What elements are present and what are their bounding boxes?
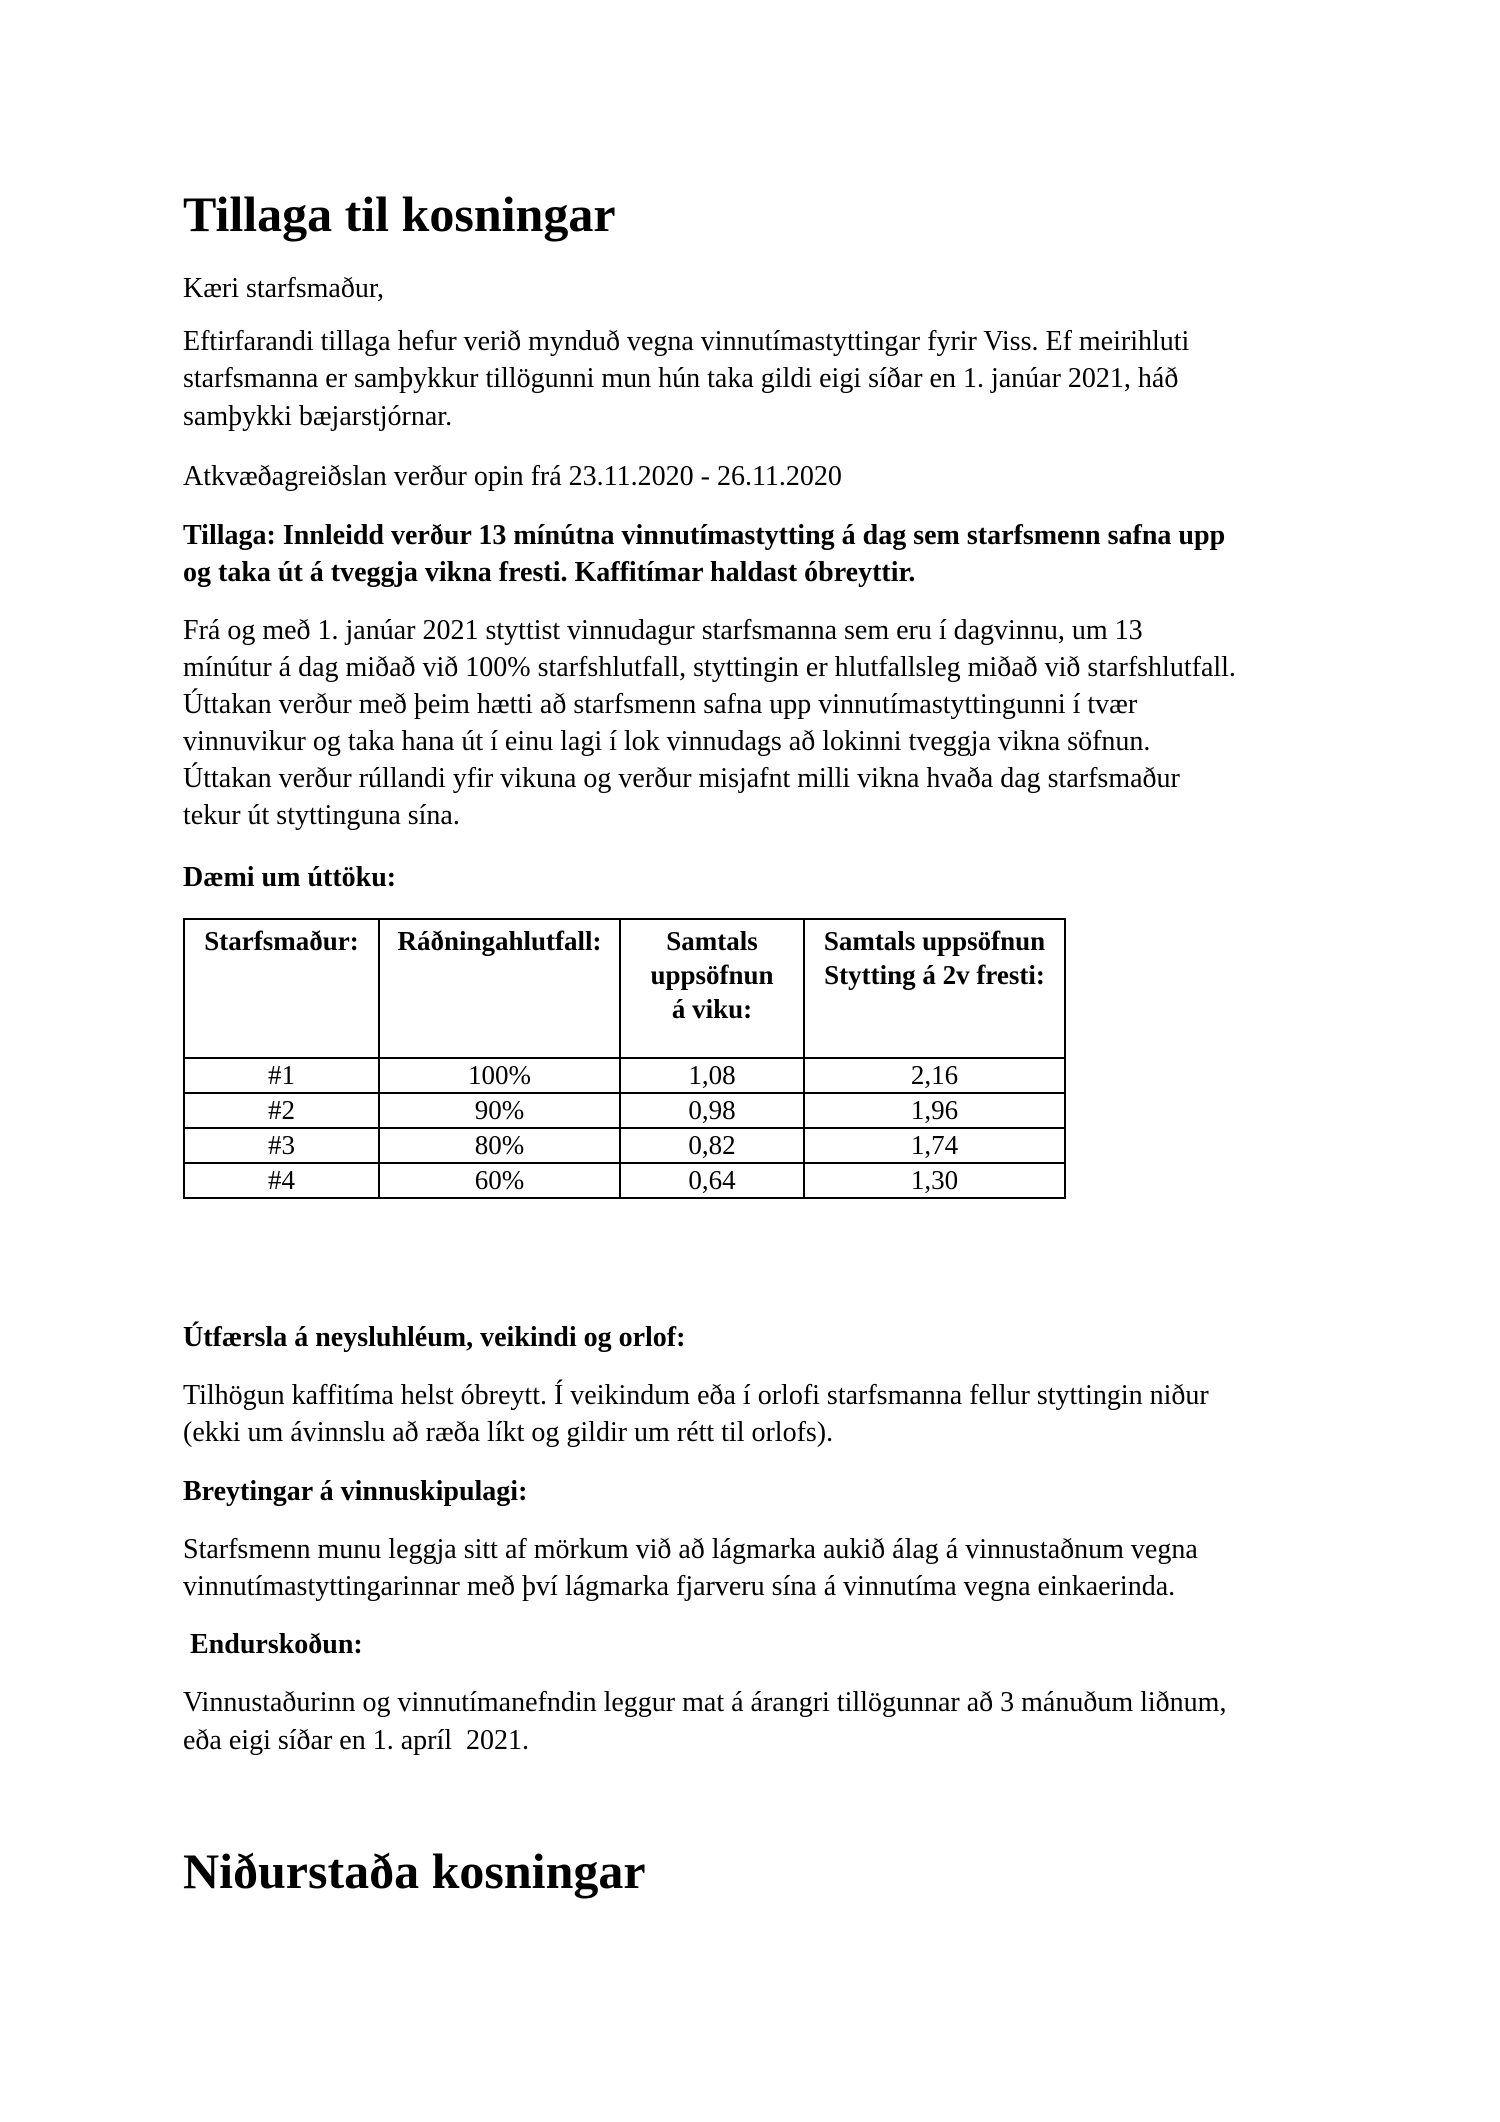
voting-period: Atkvæðagreiðslan verður opin frá 23.11.2020 - 26.11.2020 (183, 461, 842, 492)
details-line: vinnuvikur og taka hana út í einu lagi í lok vinnudags að lokinni tveggja vikna söfnun. (183, 726, 1151, 757)
section-heading: Breytingar á vinnuskipulagi: (183, 1476, 528, 1507)
section-heading: Útfærsla á neysluhléum, veikindi og orlof: (183, 1322, 686, 1353)
cell: #4 (184, 1163, 379, 1198)
cell: #2 (184, 1093, 379, 1128)
cell: 1,30 (804, 1163, 1065, 1198)
cell: 0,82 (620, 1128, 804, 1163)
cell: 100% (379, 1058, 620, 1093)
cell: 1,08 (620, 1058, 804, 1093)
cell: #1 (184, 1058, 379, 1093)
section-line: eða eigi síðar en 1. apríl 2021. (183, 1725, 530, 1756)
proposal-line: og taka út á tveggja vikna fresti. Kaffitímar haldast óbreyttir. (183, 557, 916, 588)
cell: 60% (379, 1163, 620, 1198)
table-row (184, 1128, 1065, 1163)
proposal-line: Tillaga: Innleidd verður 13 mínútna vinnutímastytting á dag sem starfsmenn safna upp (183, 520, 1226, 551)
section-line: Vinnustaðurinn og vinnutímanefndin leggur mat á árangri tillögunnar að 3 mánuðum liðnum, (183, 1687, 1227, 1718)
table-row (184, 1093, 1065, 1128)
section-heading: Endurskoðun: (183, 1629, 363, 1660)
details-line: Frá og með 1. janúar 2021 styttist vinnudagur starfsmanna sem eru í dagvinnu, um 13 (183, 615, 1143, 646)
intro-line: Eftirfarandi tillaga hefur verið mynduð vegna vinnutímastyttingar fyrir Viss. Ef meirihluti (183, 326, 1190, 357)
table-row (184, 1058, 1065, 1093)
details-line: tekur út styttinguna sína. (183, 800, 460, 831)
greeting: Kæri starfsmaður, (183, 273, 385, 304)
cell: 0,98 (620, 1093, 804, 1128)
example-heading: Dæmi um úttöku: (183, 862, 397, 893)
section-line: (ekki um ávinnslu að ræða líkt og gildir um rétt til orlofs). (183, 1417, 834, 1448)
cell: 2,16 (804, 1058, 1065, 1093)
header-biweekly-total: Samtals uppsöfnun Stytting á 2v fresti: (804, 919, 1065, 1058)
header-employee: Starfsmaður: (184, 919, 379, 1058)
table-header-row (184, 919, 1065, 1058)
section-line: vinnutímastyttingarinnar með því lágmarka fjarveru sína á vinnutíma vegna einkaerinda. (183, 1571, 1176, 1602)
cell: 80% (379, 1128, 620, 1163)
results-title: Niðurstaða kosningar (183, 1843, 646, 1899)
intro-line: samþykki bæjarstjórnar. (183, 401, 453, 432)
section-line: Tilhögun kaffitíma helst óbreytt. Í veikindum eða í orlofi starfsmanna fellur styttingin niður (183, 1380, 1209, 1411)
header-employment-ratio: Ráðningahlutfall: (379, 919, 620, 1058)
section-line: Starfsmenn munu leggja sitt af mörkum við að lágmarka aukið álag á vinnustaðnum vegna (183, 1534, 1198, 1565)
example-table (183, 918, 1066, 1199)
intro-line: starfsmanna er samþykkur tillögunni mun hún taka gildi eigi síðar en 1. janúar 2021, háð (183, 363, 1179, 394)
cell: 90% (379, 1093, 620, 1128)
header-weekly-total: Samtals uppsöfnun á viku: (620, 919, 804, 1058)
details-line: Úttakan verður með þeim hætti að starfsmenn safna upp vinnutímastyttingunni í tvær (183, 689, 1138, 720)
cell: 1,74 (804, 1128, 1065, 1163)
details-line: Úttakan verður rúllandi yfir vikuna og verður misjafnt milli vikna hvaða dag starfsmaður (183, 763, 1180, 794)
cell: 1,96 (804, 1093, 1065, 1128)
cell: #3 (184, 1128, 379, 1163)
page-title: Tillaga til kosningar (183, 186, 616, 242)
cell: 0,64 (620, 1163, 804, 1198)
table-row (184, 1163, 1065, 1198)
details-line: mínútur á dag miðað við 100% starfshlutfall, styttingin er hlutfallsleg miðað við starfshlutfall. (183, 652, 1236, 683)
